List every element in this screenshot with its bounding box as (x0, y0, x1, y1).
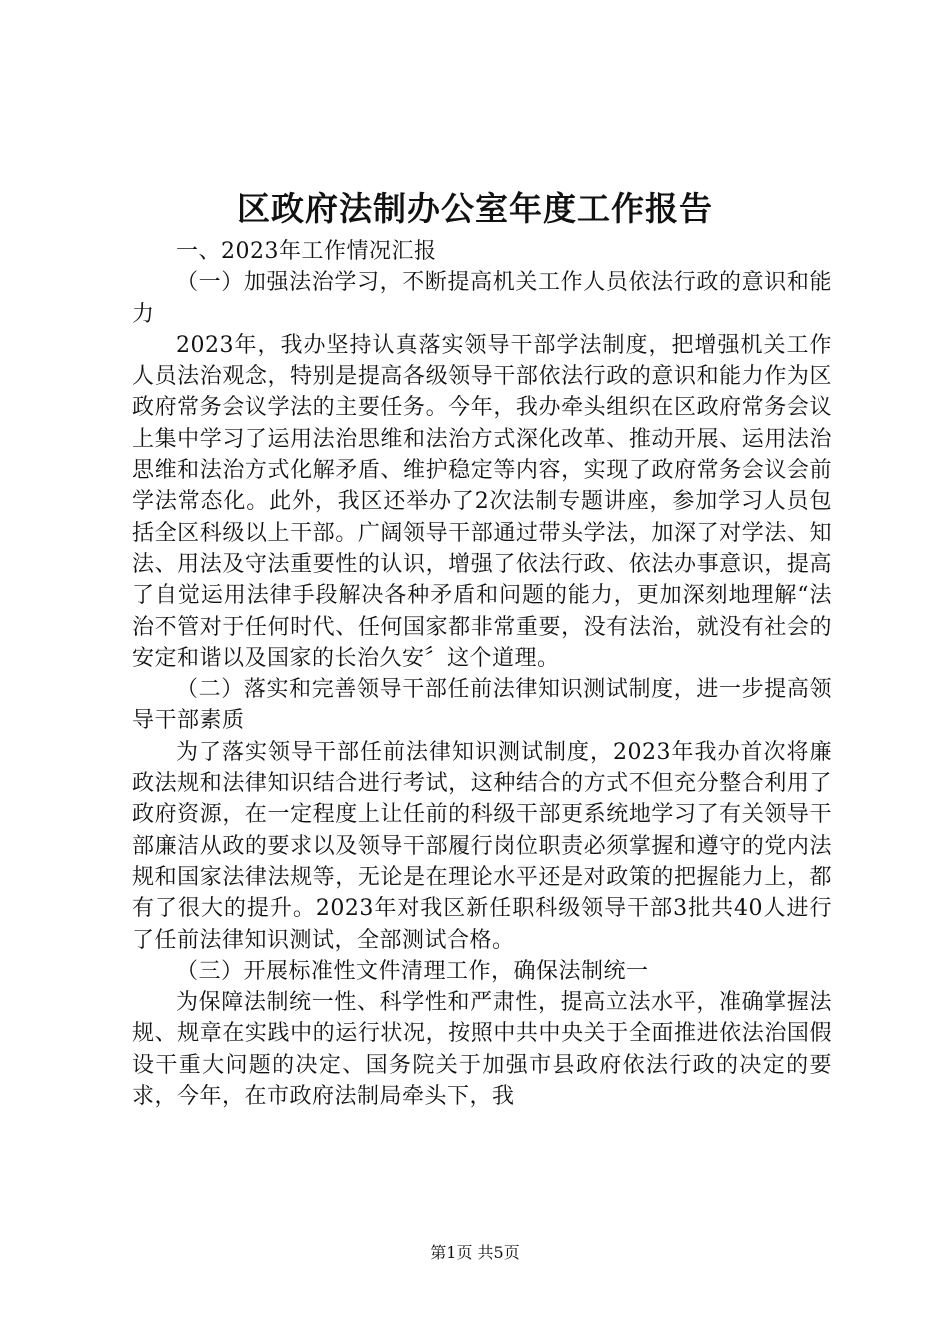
body-paragraph: 为了落实领导干部任前法律知识测试制度，2023年我办首次将廉政法规和法律知识结合进行考试，这种结合的方式不但充分整合利用了政府资源，在一定程度上让任前的科级干部更系统地学习了有关领导干部廉洁从政的要求以及领导干部履行岗位职责必须掌握和遵守的党内法规和国家法律法规等，无论是在理论水平还是对政策的把握能力上，都有了很大的提升。2023年对我区新任职科级领导干部3批共40人进行了任前法律知识测试，全部测试合格。 (132, 739, 832, 953)
document-title: 区政府法制办公室年度工作报告 (237, 189, 713, 228)
subsection-heading: （一）加强法治学习，不断提高机关工作人员依法行政的意识和能力 (132, 270, 832, 327)
subsection-heading: （三）开展标准性文件清理工作，确保法制统一 (176, 958, 649, 984)
body-paragraph: 为保障法制统一性、科学性和严肃性，提高立法水平，准确掌握法规、规章在实践中的运行状况，按照中共中央关于全面推进依法治国假设干重大问题的决定、国务院关于加强市县政府依法行政的决定的要求，今年，在市政府法制局牵头下，我 (132, 990, 832, 1110)
subsection-heading: （二）落实和完善领导干部任前法律知识测试制度，进一步提高领导干部素质 (132, 677, 832, 734)
section-heading: 一、2023年工作情况汇报 (176, 239, 437, 264)
document-body (132, 236, 832, 1112)
body-paragraph: 2023年，我办坚持认真落实领导干部学法制度，把增强机关工作人员法治观念，特别是提高各级领导干部依法行政的意识和能力作为区政府常务会议学法的主要任务。今年，我办牵头组织在区政府常务会议上集中学习了运用法治思维和法治方式深化改革、推动开展、运用法治思维和法治方式化解矛盾、维护稳定等内容，实现了政府常务会议会前学法常态化。此外，我区还举办了2次法制专题讲座，参加学习人员包括全区科级以上干部。广阔领导干部通过带头学法，加深了对学法、知法、用法及守法重要性的认识，增强了依法行政、依法办事意识，提高了自觉运用法律手段解决各种矛盾和问题的能力，更加深刻地理解“法治不管对于任何时代、任何国家都非常重要，没有法治，就没有社会的安定和谐以及国家的长治久安〞这个道理。 (132, 332, 832, 671)
page-number-footer: 第1页 共5页 (430, 1243, 520, 1262)
